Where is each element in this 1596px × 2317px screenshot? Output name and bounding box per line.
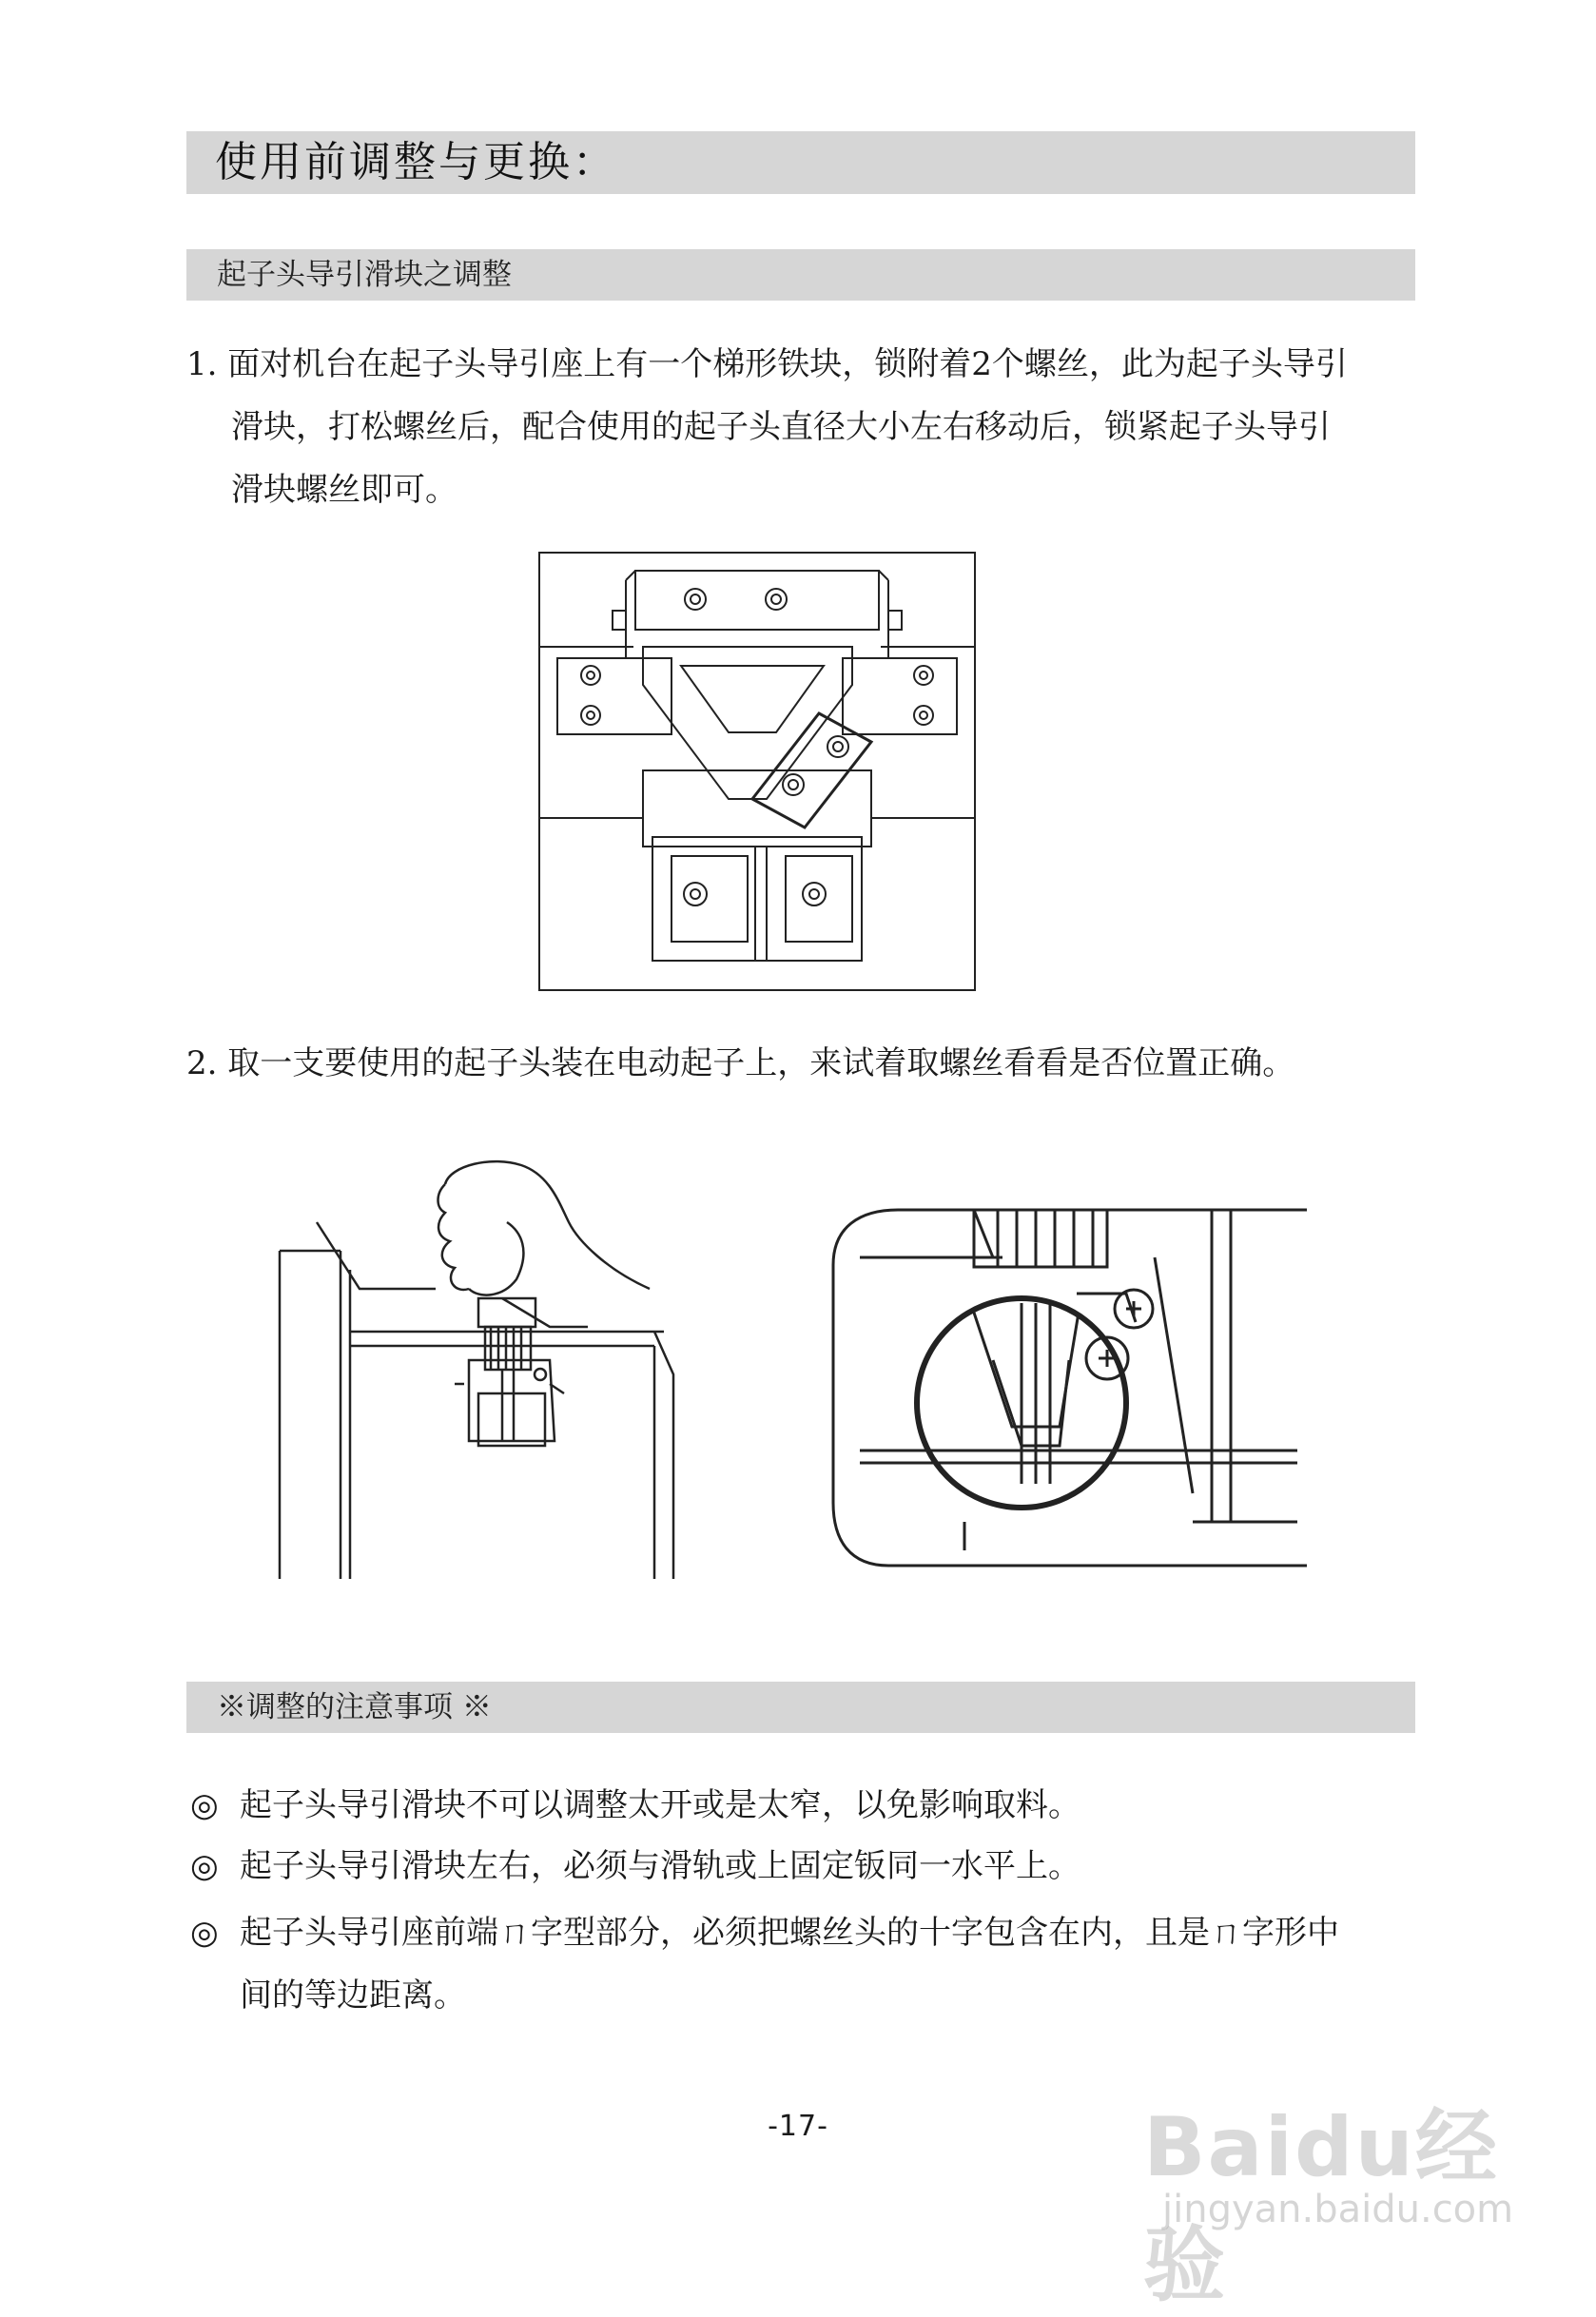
- guide-slider-diagram: [538, 552, 976, 991]
- notes-heading-band: [186, 1682, 1415, 1733]
- section-heading: 起子头导引滑块之调整: [217, 258, 512, 292]
- step-1-line-1: 1. 面对机台在起子头导引座上有一个梯形铁块，锁附着2个螺丝，此为起子头导引: [186, 345, 1348, 383]
- step-1-line-2: 滑块，打松螺丝后，配合使用的起子头直径大小左右移动后，锁紧起子头导引: [231, 408, 1331, 446]
- step-1-paragraph: [186, 333, 1413, 521]
- bit-alignment-closeup-illustration: [831, 1208, 1307, 1569]
- screwdriver-in-hand-illustration: [274, 1156, 702, 1584]
- notes-heading: ※调整的注意事项 ※: [217, 1690, 492, 1724]
- step-2-paragraph: 2. 取一支要使用的起子头装在电动起子上，来试着取螺丝看看是否位置正确。: [186, 1044, 1295, 1082]
- note-item: [190, 1838, 1080, 1895]
- note-marker: ◎: [190, 1847, 219, 1885]
- watermark: [1124, 2053, 1524, 2313]
- watermark-logo: Baidu经验: [1143, 2100, 1499, 2313]
- page-title: 使用前调整与更换：: [215, 138, 617, 186]
- note-marker: ◎: [190, 1914, 219, 1952]
- note-marker: ◎: [190, 1786, 219, 1824]
- section-heading-band: [186, 249, 1415, 301]
- note-text: 起子头导引座前端ㄇ字型部分，必须把螺丝头的十字包含在内，且是ㄇ字形中: [240, 1914, 1339, 1952]
- note-text: 起子头导引滑块不可以调整太开或是太窄，以免影响取料。: [240, 1786, 1080, 1824]
- page-title-band: [186, 131, 1415, 194]
- watermark-url: jingyan.baidu.com: [1162, 2188, 1514, 2231]
- note-item: [190, 1777, 1080, 1834]
- note-text: 起子头导引滑块左右，必须与滑轨或上固定钣同一水平上。: [240, 1847, 1080, 1885]
- page-number: -17-: [768, 2110, 828, 2143]
- note-item: [190, 1904, 1339, 1961]
- step-1-line-3: 滑块螺丝即可。: [231, 471, 457, 509]
- note-continuation: 间的等边距离。: [240, 1976, 466, 2015]
